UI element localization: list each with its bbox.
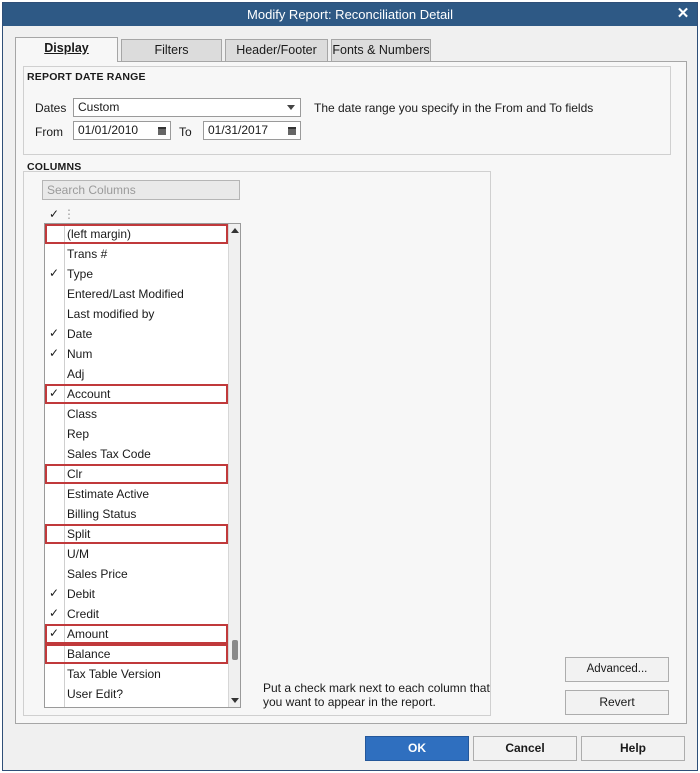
column-item-label: U/M bbox=[67, 547, 89, 561]
column-item[interactable] bbox=[45, 564, 228, 584]
to-date-field[interactable] bbox=[203, 121, 301, 140]
column-item-label: Trans # bbox=[67, 247, 108, 261]
tab-display-label: Display bbox=[44, 41, 89, 55]
column-checkbox[interactable]: ✓ bbox=[49, 326, 60, 340]
tab-filters[interactable] bbox=[121, 39, 222, 61]
column-item-label: Sales Price bbox=[67, 567, 128, 581]
advanced-button[interactable] bbox=[565, 657, 669, 682]
tab-header-footer[interactable] bbox=[225, 39, 328, 61]
from-date-field[interactable] bbox=[73, 121, 171, 140]
column-item[interactable] bbox=[45, 504, 228, 524]
column-item[interactable] bbox=[45, 664, 228, 684]
calendar-icon[interactable] bbox=[158, 127, 166, 135]
tab-fonts-numbers-label: Fonts & Numbers bbox=[332, 43, 430, 57]
column-item[interactable] bbox=[45, 304, 228, 324]
report-date-range-title: REPORT DATE RANGE bbox=[27, 71, 146, 83]
column-item[interactable] bbox=[45, 384, 228, 404]
column-item[interactable] bbox=[45, 224, 228, 244]
to-date-value: 01/31/2017 bbox=[208, 123, 269, 137]
tab-display[interactable] bbox=[15, 37, 118, 62]
column-item-label: Balance bbox=[67, 647, 111, 661]
column-item-label: User Edit? bbox=[67, 687, 124, 701]
column-item[interactable] bbox=[45, 544, 228, 564]
header-check-icon[interactable]: ✓ bbox=[49, 207, 60, 221]
column-item[interactable] bbox=[45, 324, 228, 344]
column-item-label: (left margin) bbox=[67, 227, 132, 241]
columns-scrollbar[interactable] bbox=[228, 224, 240, 707]
calendar-icon[interactable] bbox=[288, 127, 296, 135]
search-columns-input[interactable] bbox=[42, 180, 240, 200]
column-item-label: Class bbox=[67, 407, 98, 421]
column-item[interactable] bbox=[45, 424, 228, 444]
modify-report-dialog bbox=[2, 2, 698, 771]
column-item-label: Split bbox=[67, 527, 91, 541]
column-item-label: Entered/Last Modified bbox=[67, 287, 184, 301]
column-item-label: Num bbox=[67, 347, 93, 361]
column-item-label: Estimate Active bbox=[67, 487, 150, 501]
column-item-label: Type bbox=[67, 267, 94, 281]
column-checkbox[interactable]: ✓ bbox=[49, 586, 60, 600]
column-item-label: Credit bbox=[67, 607, 100, 621]
cancel-button[interactable] bbox=[473, 736, 577, 761]
title-bar[interactable] bbox=[3, 3, 697, 26]
column-item[interactable] bbox=[45, 344, 228, 364]
ok-button[interactable] bbox=[365, 736, 469, 761]
search-columns-placeholder: Search Columns bbox=[47, 183, 136, 197]
column-item-label: Adj bbox=[67, 367, 85, 381]
column-item-label: Tax Table Version bbox=[67, 667, 161, 681]
column-resize-handle[interactable]: ⋮ bbox=[63, 207, 75, 221]
column-item[interactable] bbox=[45, 604, 228, 624]
column-item[interactable] bbox=[45, 404, 228, 424]
column-item-label: Sales Tax Code bbox=[67, 447, 151, 461]
column-checkbox[interactable]: ✓ bbox=[49, 626, 60, 640]
advanced-button-label: Advanced... bbox=[586, 663, 648, 675]
tab-header-footer-label: Header/Footer bbox=[236, 43, 317, 57]
column-item-label: Date bbox=[67, 327, 93, 341]
column-item[interactable] bbox=[45, 284, 228, 304]
columns-title: COLUMNS bbox=[27, 161, 82, 173]
chevron-down-icon bbox=[287, 105, 295, 110]
column-item[interactable] bbox=[45, 464, 228, 484]
column-item[interactable] bbox=[45, 244, 228, 264]
date-range-hint: The date range you specify in the From and To fields bbox=[314, 101, 594, 115]
column-item[interactable] bbox=[45, 524, 228, 544]
ok-button-label: OK bbox=[408, 741, 426, 755]
column-item-label: Rep bbox=[67, 427, 90, 441]
scroll-up-icon[interactable] bbox=[231, 228, 239, 233]
column-item-label: Last modified by bbox=[67, 307, 155, 321]
column-item[interactable] bbox=[45, 484, 228, 504]
column-item-label: Clr bbox=[67, 467, 83, 481]
column-item[interactable] bbox=[45, 624, 228, 644]
columns-list[interactable] bbox=[44, 223, 241, 708]
dates-select-value: Custom bbox=[78, 100, 120, 114]
from-label: From bbox=[35, 125, 63, 139]
column-checkbox[interactable]: ✓ bbox=[49, 606, 60, 620]
tab-filters-label: Filters bbox=[154, 43, 189, 57]
column-checkbox[interactable]: ✓ bbox=[49, 386, 60, 400]
from-date-value: 01/01/2010 bbox=[78, 123, 139, 137]
revert-button-label: Revert bbox=[599, 695, 635, 709]
close-icon[interactable]: ✕ bbox=[676, 5, 690, 22]
column-item[interactable] bbox=[45, 364, 228, 384]
column-checkbox[interactable]: ✓ bbox=[49, 266, 60, 280]
column-item[interactable] bbox=[45, 684, 228, 704]
column-item-label: Billing Status bbox=[67, 507, 137, 521]
cancel-button-label: Cancel bbox=[505, 741, 545, 755]
column-item-label: Account bbox=[67, 387, 111, 401]
column-item[interactable] bbox=[45, 264, 228, 284]
to-label: To bbox=[179, 125, 192, 139]
window-title: Modify Report: Reconciliation Detail bbox=[247, 7, 453, 22]
columns-instruction: Put a check mark next to each column that you want to appear in the report. bbox=[263, 681, 490, 709]
column-item[interactable] bbox=[45, 644, 228, 664]
help-button-label: Help bbox=[619, 741, 646, 755]
tab-fonts-numbers[interactable] bbox=[331, 39, 431, 61]
help-button[interactable] bbox=[581, 736, 685, 761]
revert-button[interactable] bbox=[565, 690, 669, 715]
dates-label: Dates bbox=[35, 101, 67, 115]
column-item[interactable] bbox=[45, 444, 228, 464]
column-item-label: Amount bbox=[67, 627, 109, 641]
scroll-down-icon[interactable] bbox=[231, 698, 239, 703]
scroll-thumb[interactable] bbox=[232, 640, 238, 660]
column-item-label: Debit bbox=[67, 587, 96, 601]
dates-select[interactable] bbox=[73, 98, 301, 117]
column-item[interactable] bbox=[45, 584, 228, 604]
column-checkbox[interactable]: ✓ bbox=[49, 346, 60, 360]
